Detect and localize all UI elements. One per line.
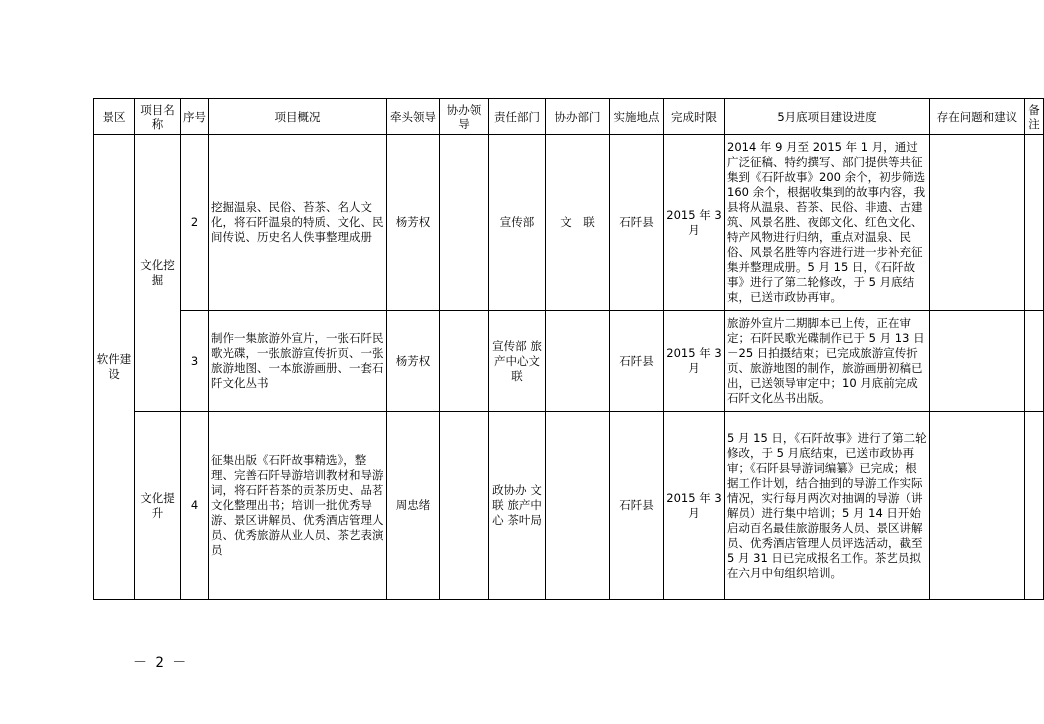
header-location: 实施地点 — [610, 99, 664, 135]
assist-lead-cell — [440, 135, 489, 311]
progress-cell: 5 月 15 日，《石阡故事》进行了第二轮修改，于 5 月底结束，已送市政协再审；《石阡县导游词编纂》已完成；根据工作计划，结合抽到的导游工作实际情况，实行每月两次对抽调的导游（讲解员）进行集中培训；5 月 14 日开始启动百名最佳旅游服务人员、景区讲解员、优秀酒店管理人员评选活动，截至 5 月 31 日已完成报名工作。茶艺员拟在六月中旬组织培训。 — [725, 412, 930, 600]
header-area: 景区 — [94, 99, 135, 135]
table-row — [94, 412, 1044, 600]
header-resp-dept: 责任部门 — [489, 99, 546, 135]
issues-cell — [930, 412, 1025, 600]
remark-cell — [1025, 412, 1044, 600]
location-cell: 石阡县 — [610, 311, 664, 412]
project-name-cell: 文化提升 — [135, 412, 181, 600]
progress-cell: 2014 年 9 月至 2015 年 1 月，通过广泛征稿、特约撰写、部门提供等共征集到《石阡故事》200 余个，初步筛选 160 余个，根据收集到的故事内容，我县将从温泉、苔茶、民俗、非遗、古建筑、风景名胜、夜郎文化、红色文化、特产风物进行归纳，重点对温泉、民俗、风景名胜等内容进行进一步补充征集并整理成册。5 月 15 日，《石阡故事》进行了第二轮修改，于 5 月底结束，已送市政协再审。 — [725, 135, 930, 311]
deadline-cell: 2015 年 3 月 — [664, 311, 725, 412]
resp-dept-cell: 宣传部 — [489, 135, 546, 311]
resp-dept-cell: 宣传部 旅产中心文联 — [489, 311, 546, 412]
lead-cell: 杨芳权 — [387, 311, 440, 412]
header-lead: 牵头领导 — [387, 99, 440, 135]
assist-lead-cell — [440, 311, 489, 412]
header-overview: 项目概况 — [209, 99, 387, 135]
assist-dept-cell — [546, 311, 610, 412]
header-assist-lead: 协办领导 — [440, 99, 489, 135]
overview-cell: 制作一集旅游外宣片，一张石阡民歌光碟，一张旅游宣传折页、一张旅游地图、一本旅游画册、一套石阡文化丛书 — [209, 311, 387, 412]
page-number: － 2 － — [133, 655, 187, 671]
lead-cell: 周忠绪 — [387, 412, 440, 600]
table-row — [94, 311, 1044, 412]
remark-cell — [1025, 135, 1044, 311]
overview-cell: 挖掘温泉、民俗、苔茶、名人文化，将石阡温泉的特质、文化、民间传说、历史名人佚事整理成册 — [209, 135, 387, 311]
assist-dept-cell — [546, 412, 610, 600]
deadline-cell: 2015 年 3 月 — [664, 412, 725, 600]
header-remark: 备注 — [1025, 99, 1044, 135]
lead-cell: 杨芳权 — [387, 135, 440, 311]
location-cell: 石阡县 — [610, 412, 664, 600]
seq-cell: 4 — [181, 412, 209, 600]
table-row — [94, 135, 1044, 311]
header-progress: 5月底项目建设进度 — [725, 99, 930, 135]
header-deadline: 完成时限 — [664, 99, 725, 135]
project-progress-table — [93, 98, 1044, 600]
header-seq: 序号 — [181, 99, 209, 135]
header-name: 项目名称 — [135, 99, 181, 135]
project-name-cell: 文化挖掘 — [135, 135, 181, 412]
seq-cell: 3 — [181, 311, 209, 412]
location-cell: 石阡县 — [610, 135, 664, 311]
header-row — [94, 99, 1044, 135]
issues-cell — [930, 311, 1025, 412]
header-issues: 存在问题和建议 — [930, 99, 1025, 135]
remark-cell — [1025, 311, 1044, 412]
overview-cell: 征集出版《石阡故事精选》，整理、完善石阡导游培训教材和导游词，将石阡苔茶的贡茶历史、品茗文化整理出书；培训一批优秀导游、景区讲解员、优秀酒店管理人员、优秀旅游从业人员、茶艺表演员 — [209, 412, 387, 600]
resp-dept-cell: 政协办 文 联 旅产中心 茶叶局 — [489, 412, 546, 600]
assist-dept-cell: 文 联 — [546, 135, 610, 311]
assist-lead-cell — [440, 412, 489, 600]
issues-cell — [930, 135, 1025, 311]
progress-cell: 旅游外宣片二期脚本已上传，正在审定；石阡民歌光碟制作已于 5 月 13 日－25 日拍摄结束；已完成旅游宣传折页、旅游地图的制作，旅游画册初稿已出，已送领导审定中；10 月底前完成石阡文化丛书出版。 — [725, 311, 930, 412]
deadline-cell: 2015 年 3 月 — [664, 135, 725, 311]
seq-cell: 2 — [181, 135, 209, 311]
area-cell: 软件建设 — [94, 135, 135, 600]
header-assist-dept: 协办部门 — [546, 99, 610, 135]
